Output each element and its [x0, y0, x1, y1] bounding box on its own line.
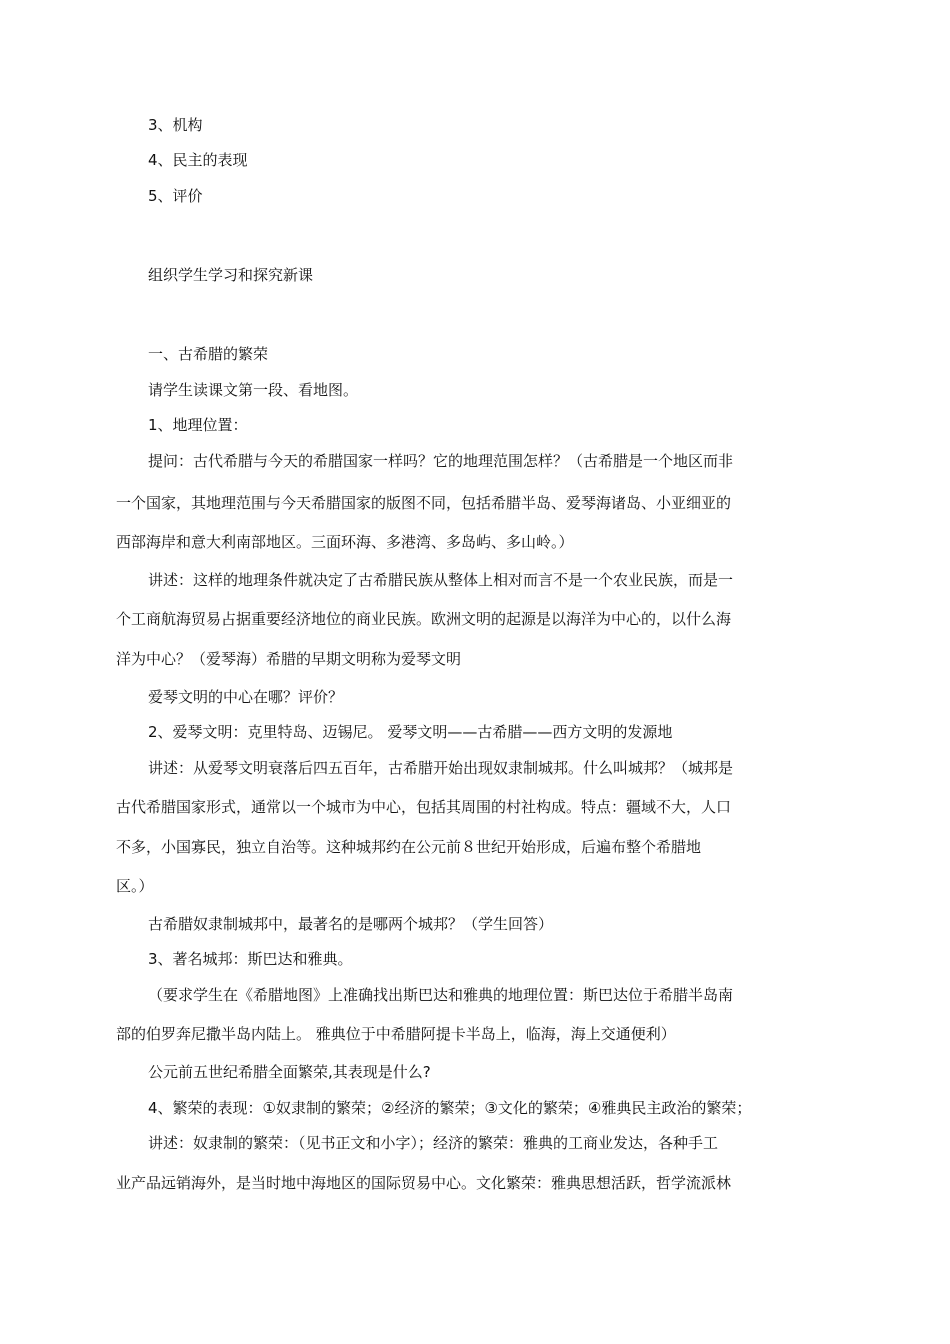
section-heading-greece: 一、古希腊的繁荣 [148, 345, 269, 363]
section-heading-new-lesson: 组织学生学习和探究新课 [148, 266, 314, 284]
paragraph-line: 一个国家，其地理范围与今天希腊国家的版图不同，包括希腊半岛、爱琴海诸岛、小亚细亚的 [116, 494, 732, 512]
paragraph-line: 业产品远销海外，是当时地中海地区的国际贸易中心。文化繁荣：雅典思想活跃，哲学流派林 [116, 1174, 732, 1192]
subheading-aegean: 2、爱琴文明：克里特岛、迈锡尼。 爱琴文明——古希腊——西方文明的发源地 [148, 723, 673, 741]
paragraph-line: 个工商航海贸易占据重要经济地位的商业民族。欧洲文明的起源是以海洋为中心的，以什么海 [116, 610, 732, 628]
paragraph-line: 讲述：奴隶制的繁荣：（见书正文和小字）；经济的繁荣：雅典的工商业发达，各种手工 [148, 1134, 719, 1152]
paragraph-line: 古代希腊国家形式，通常以一个城市为中心，包括其周围的村社构成。特点：疆域不大，人口 [116, 798, 732, 816]
paragraph-line: 请学生读课文第一段、看地图。 [148, 381, 359, 399]
paragraph-line: 公元前五世纪希腊全面繁荣,其表现是什么? [148, 1063, 431, 1081]
list-item-institution: 3、机构 [148, 116, 203, 134]
paragraph-line: 讲述：这样的地理条件就决定了古希腊民族从整体上相对而言不是一个农业民族，而是一 [148, 571, 734, 589]
paragraph-line: 洋为中心？（爱琴海）希腊的早期文明称为爱琴文明 [116, 650, 462, 668]
paragraph-line: 西部海岸和意大利南部地区。三面环海、多港湾、多岛屿、多山岭。） [116, 533, 574, 551]
list-item-democracy: 4、民主的表现 [148, 151, 248, 169]
subheading-city-states: 3、著名城邦：斯巴达和雅典。 [148, 950, 353, 968]
paragraph-line: 提问：古代希腊与今天的希腊国家一样吗？它的地理范围怎样？（古希腊是一个地区而非 [148, 452, 734, 470]
paragraph-line: 讲述：从爱琴文明衰落后四五百年，古希腊开始出现奴隶制城邦。什么叫城邦？（城邦是 [148, 759, 734, 777]
subheading-prosperity: 4、繁荣的表现：①奴隶制的繁荣；②经济的繁荣；③文化的繁荣；④雅典民主政治的繁荣； [148, 1099, 752, 1117]
paragraph-line: 不多，小国寡民，独立自治等。这种城邦约在公元前８世纪开始形成，后遍布整个希腊地 [116, 838, 702, 856]
subheading-geography: 1、地理位置： [148, 416, 248, 434]
list-item-evaluation: 5、评价 [148, 187, 203, 205]
paragraph-line: 古希腊奴隶制城邦中，最著名的是哪两个城邦？（学生回答） [148, 915, 554, 933]
paragraph-line: 区。） [116, 877, 154, 895]
paragraph-line: （要求学生在《希腊地图》上准确找出斯巴达和雅典的地理位置：斯巴达位于希腊半岛南 [148, 986, 734, 1004]
paragraph-line: 爱琴文明的中心在哪？评价？ [148, 688, 344, 706]
paragraph-line: 部的伯罗奔尼撒半岛内陆上。 雅典位于中希腊阿提卡半岛上，临海，海上交通便利） [116, 1025, 676, 1043]
